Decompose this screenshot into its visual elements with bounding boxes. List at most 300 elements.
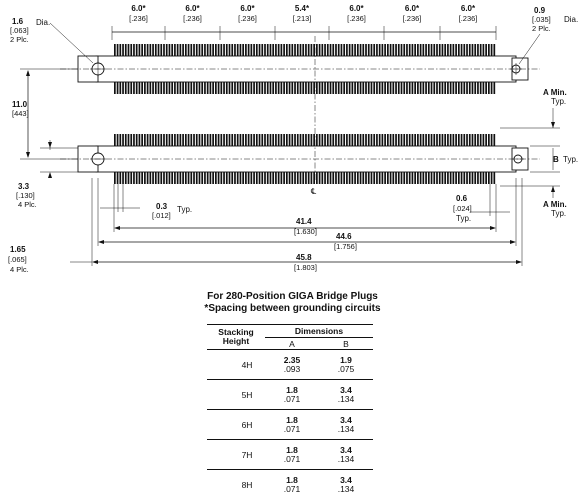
contact-pin <box>384 44 386 56</box>
contact-pin <box>166 44 168 56</box>
contact-pin <box>188 44 190 56</box>
contact-pin <box>485 82 487 94</box>
contact-pin <box>319 44 321 56</box>
svg-text:Typ.: Typ. <box>563 155 579 164</box>
contact-pin <box>453 172 455 184</box>
contact-pin <box>177 82 179 94</box>
contact-pin <box>270 82 272 94</box>
contact-pin <box>313 172 315 184</box>
contact-pin <box>382 134 384 146</box>
contact-pin <box>152 44 154 56</box>
contact-pin <box>321 134 323 146</box>
contact-pin <box>251 44 253 56</box>
contact-pin <box>433 44 435 56</box>
contact-pin <box>488 172 490 184</box>
contact-pin <box>371 82 373 94</box>
contact-pin <box>289 44 291 56</box>
contact-pin <box>141 44 143 56</box>
contact-pin <box>406 134 408 146</box>
contact-pin <box>485 172 487 184</box>
contact-pin <box>305 172 307 184</box>
contact-pin <box>403 44 405 56</box>
contact-pin <box>305 134 307 146</box>
contact-pin <box>125 44 127 56</box>
contact-pin <box>376 44 378 56</box>
contact-pin <box>466 82 468 94</box>
contact-pin <box>463 172 465 184</box>
contact-pin <box>453 44 455 56</box>
contact-pin <box>114 82 116 94</box>
contact-pin <box>447 44 449 56</box>
contact-pin <box>297 44 299 56</box>
svg-text:[.024]: [.024] <box>453 204 472 213</box>
contact-pin <box>302 44 304 56</box>
contact-pin <box>242 172 244 184</box>
svg-text:Dia.: Dia. <box>564 15 579 24</box>
contact-pin <box>466 134 468 146</box>
contact-pin <box>207 82 209 94</box>
contact-pin <box>155 172 157 184</box>
contact-pin <box>447 172 449 184</box>
contact-pin <box>272 172 274 184</box>
table-header-b: B <box>343 338 349 349</box>
contact-pin <box>354 134 356 146</box>
contact-pin <box>450 44 452 56</box>
contact-pin <box>436 82 438 94</box>
contact-pin <box>267 82 269 94</box>
pitch-label-mm: 5.4* <box>294 4 310 13</box>
contact-pin <box>431 134 433 146</box>
contact-pin <box>412 172 414 184</box>
contact-pin <box>272 44 274 56</box>
contact-pin <box>360 172 362 184</box>
svg-text:4 Plc.: 4 Plc. <box>10 265 29 274</box>
contact-pin <box>414 134 416 146</box>
contact-pin <box>319 172 321 184</box>
contact-pin <box>223 44 225 56</box>
contact-pin <box>152 82 154 94</box>
contact-pin <box>245 44 247 56</box>
contact-pin <box>319 134 321 146</box>
contact-pin <box>223 172 225 184</box>
contact-pin <box>169 44 171 56</box>
contact-pin <box>152 172 154 184</box>
contact-pin <box>267 134 269 146</box>
contact-pin <box>412 44 414 56</box>
contact-pin <box>229 44 231 56</box>
contact-pin <box>321 82 323 94</box>
contact-pin <box>251 82 253 94</box>
contact-pin <box>223 82 225 94</box>
contact-pin <box>461 44 463 56</box>
contact-pin <box>343 172 345 184</box>
contact-pin <box>163 82 165 94</box>
contact-pin <box>409 172 411 184</box>
contact-pin <box>125 134 127 146</box>
table-header-dimensions: Dimensions <box>265 325 373 338</box>
contact-pin <box>281 134 283 146</box>
contact-pin <box>237 172 239 184</box>
contact-pin <box>398 82 400 94</box>
contact-pin <box>122 44 124 56</box>
contact-pin <box>256 134 258 146</box>
contact-pin <box>302 172 304 184</box>
contact-pin <box>316 82 318 94</box>
contact-pin <box>147 82 149 94</box>
contact-pin <box>130 44 132 56</box>
contact-pin <box>469 172 471 184</box>
contact-pin <box>469 134 471 146</box>
contact-pin <box>215 82 217 94</box>
contact-pin <box>261 44 263 56</box>
contact-pin <box>149 82 151 94</box>
contact-pin <box>461 82 463 94</box>
contact-pin <box>431 172 433 184</box>
svg-text:0.6: 0.6 <box>456 194 468 203</box>
contact-pin <box>395 134 397 146</box>
contact-pin <box>436 44 438 56</box>
dimension-a-cell: 1.8 .071 <box>265 440 319 470</box>
contact-pin <box>338 172 340 184</box>
contact-pin <box>371 134 373 146</box>
svg-text:[.065]: [.065] <box>8 255 27 264</box>
table-row <box>207 410 373 440</box>
contact-pin <box>365 172 367 184</box>
pin-row <box>114 172 495 184</box>
contact-pin <box>133 134 135 146</box>
contact-pin <box>477 134 479 146</box>
contact-pin <box>480 172 482 184</box>
contact-pin <box>409 82 411 94</box>
contact-pin <box>330 134 332 146</box>
contact-pin <box>215 134 217 146</box>
pitch-label-inch: [.236] <box>129 14 148 23</box>
svg-text:Typ.: Typ. <box>551 209 567 218</box>
contact-pin <box>357 82 359 94</box>
contact-pin <box>417 82 419 94</box>
contact-pin <box>387 44 389 56</box>
contact-pin <box>472 134 474 146</box>
contact-pin <box>182 82 184 94</box>
contact-pin <box>439 134 441 146</box>
contact-pin <box>387 82 389 94</box>
dimension-a-cell: 2.35 .093 <box>265 350 319 380</box>
dimension-b-cell: 3.4 .134 <box>319 410 373 440</box>
contact-pin <box>234 172 236 184</box>
contact-pin <box>234 44 236 56</box>
contact-pin <box>455 134 457 146</box>
contact-pin <box>207 134 209 146</box>
contact-pin <box>182 44 184 56</box>
contact-pin <box>190 82 192 94</box>
contact-pin <box>341 82 343 94</box>
stacking-height-cell: 8H <box>207 470 265 500</box>
contact-pin <box>275 82 277 94</box>
contact-pin <box>447 134 449 146</box>
contact-pin <box>341 134 343 146</box>
contact-pin <box>128 134 130 146</box>
contact-pin <box>248 82 250 94</box>
contact-pin <box>201 82 203 94</box>
contact-pin <box>436 172 438 184</box>
caption-note: *Spacing between grounding circuits <box>204 303 381 314</box>
hole-callout-right <box>519 6 578 64</box>
contact-pin <box>119 172 121 184</box>
contact-pin <box>231 172 233 184</box>
contact-pin <box>330 172 332 184</box>
contact-pin <box>376 82 378 94</box>
contact-pin <box>182 172 184 184</box>
contact-pin <box>130 134 132 146</box>
contact-pin <box>289 134 291 146</box>
contact-pin <box>324 134 326 146</box>
contact-pin <box>343 134 345 146</box>
contact-pin <box>223 134 225 146</box>
dimension-b-cell: 3.4 .134 <box>319 440 373 470</box>
contact-pin <box>341 44 343 56</box>
contact-pin <box>403 172 405 184</box>
contact-pin <box>185 82 187 94</box>
contact-pin <box>275 172 277 184</box>
contact-pin <box>354 82 356 94</box>
pitch-label-mm: 6.0* <box>349 4 364 13</box>
svg-text:41.4: 41.4 <box>296 217 312 226</box>
contact-pin <box>152 134 154 146</box>
contact-pin <box>130 82 132 94</box>
contact-pin <box>453 134 455 146</box>
pin-gap-dimension <box>453 184 510 223</box>
stacking-height-cell: 6H <box>207 410 265 440</box>
contact-pin <box>485 44 487 56</box>
contact-pin <box>210 44 212 56</box>
contact-pin <box>357 44 359 56</box>
contact-pin <box>201 172 203 184</box>
contact-pin <box>488 134 490 146</box>
contact-pin <box>480 134 482 146</box>
contact-pin <box>305 82 307 94</box>
contact-pin <box>259 172 261 184</box>
contact-pin <box>117 172 119 184</box>
contact-pin <box>384 82 386 94</box>
contact-pin <box>387 172 389 184</box>
contact-pin <box>278 82 280 94</box>
contact-pin <box>199 134 201 146</box>
contact-pin <box>259 82 261 94</box>
contact-pin <box>491 82 493 94</box>
contact-pin <box>253 82 255 94</box>
contact-pin <box>321 44 323 56</box>
svg-text:[.130]: [.130] <box>16 191 35 200</box>
contact-pin <box>321 172 323 184</box>
contact-pin <box>343 82 345 94</box>
contact-pin <box>147 44 149 56</box>
contact-pin <box>365 44 367 56</box>
stacking-height-cell: 7H <box>207 440 265 470</box>
contact-pin <box>264 44 266 56</box>
contact-pin <box>158 82 160 94</box>
contact-pin <box>442 82 444 94</box>
contact-pin <box>163 134 165 146</box>
contact-pin <box>240 44 242 56</box>
contact-pin <box>278 134 280 146</box>
contact-pin <box>439 82 441 94</box>
contact-pin <box>392 134 394 146</box>
contact-pin <box>319 82 321 94</box>
contact-pin <box>196 82 198 94</box>
contact-pin <box>330 82 332 94</box>
contact-pin <box>327 44 329 56</box>
contact-pin <box>403 82 405 94</box>
contact-pin <box>188 82 190 94</box>
dimension-b-cell: 3.4 .134 <box>319 380 373 410</box>
contact-pin <box>431 82 433 94</box>
contact-pin <box>382 82 384 94</box>
contact-pin <box>264 134 266 146</box>
contact-pin <box>308 172 310 184</box>
contact-pin <box>398 44 400 56</box>
contact-pin <box>392 172 394 184</box>
contact-pin <box>300 134 302 146</box>
offset-dimension-left <box>16 140 78 209</box>
svg-text:0.9: 0.9 <box>534 6 546 15</box>
contact-pin <box>128 172 130 184</box>
contact-pin <box>442 172 444 184</box>
contact-pin <box>316 172 318 184</box>
table-row <box>207 470 373 500</box>
svg-text:1.65: 1.65 <box>10 245 26 254</box>
contact-pin <box>294 82 296 94</box>
contact-pin <box>354 172 356 184</box>
contact-pin <box>425 44 427 56</box>
contact-pin <box>311 82 313 94</box>
contact-pin <box>220 44 222 56</box>
contact-pin <box>237 134 239 146</box>
contact-pin <box>226 44 228 56</box>
contact-pin <box>291 44 293 56</box>
contact-pin <box>357 172 359 184</box>
contact-pin <box>226 82 228 94</box>
contact-pin <box>458 44 460 56</box>
contact-pin <box>431 44 433 56</box>
contact-pin <box>444 82 446 94</box>
contact-pin <box>376 134 378 146</box>
contact-pin <box>256 172 258 184</box>
contact-pin <box>190 172 192 184</box>
contact-pin <box>248 134 250 146</box>
span-dimension-41 <box>114 184 496 236</box>
contact-pin <box>352 44 354 56</box>
pitch-label-inch: [.236] <box>458 14 478 23</box>
contact-pin <box>373 82 375 94</box>
contact-pin <box>362 44 364 56</box>
contact-pin <box>335 82 337 94</box>
contact-pin <box>392 82 394 94</box>
contact-pin <box>171 44 173 56</box>
contact-pin <box>136 172 138 184</box>
contact-pin <box>163 44 165 56</box>
contact-pin <box>207 44 209 56</box>
contact-pin <box>169 172 171 184</box>
contact-pin <box>485 134 487 146</box>
contact-pin <box>193 134 195 146</box>
contact-pin <box>414 44 416 56</box>
contact-pin <box>422 44 424 56</box>
contact-pin <box>297 172 299 184</box>
contact-pin <box>444 134 446 146</box>
contact-pin <box>160 44 162 56</box>
contact-pin <box>133 172 135 184</box>
contact-pin <box>234 134 236 146</box>
contact-pin <box>368 82 370 94</box>
contact-pin <box>474 44 476 56</box>
contact-pin <box>412 134 414 146</box>
pitch-label-mm: 6.0* <box>185 4 200 13</box>
contact-pin <box>283 134 285 146</box>
contact-pin <box>379 44 381 56</box>
contact-pin <box>406 82 408 94</box>
contact-pin <box>160 134 162 146</box>
contact-pin <box>491 44 493 56</box>
contact-pin <box>291 134 293 146</box>
contact-pin <box>313 82 315 94</box>
contact-pin <box>472 82 474 94</box>
contact-pin <box>474 82 476 94</box>
contact-pin <box>447 82 449 94</box>
contact-pin <box>327 82 329 94</box>
contact-pin <box>401 172 403 184</box>
contact-pin <box>291 172 293 184</box>
pitch-label-inch: [.236] <box>402 14 422 23</box>
contact-pin <box>144 134 146 146</box>
contact-pin <box>166 172 168 184</box>
contact-pin <box>390 44 392 56</box>
svg-text:[1.803]: [1.803] <box>294 263 317 272</box>
contact-pin <box>275 44 277 56</box>
contact-pin <box>133 82 135 94</box>
contact-pin <box>360 44 362 56</box>
contact-pin <box>395 44 397 56</box>
pitch-label-inch: [.236] <box>347 14 366 23</box>
contact-pin <box>477 44 479 56</box>
contact-pin <box>171 172 173 184</box>
contact-pin <box>226 134 228 146</box>
svg-text:2 Plc.: 2 Plc. <box>10 35 29 44</box>
contact-pin <box>158 172 160 184</box>
contact-pin <box>283 172 285 184</box>
svg-text:[443]: [443] <box>12 109 29 118</box>
dimension-a-cell: 1.8 .071 <box>265 380 319 410</box>
contact-pin <box>149 44 151 56</box>
contact-pin <box>114 134 116 146</box>
contact-pin <box>346 44 348 56</box>
contact-pin <box>245 134 247 146</box>
contact-pin <box>346 134 348 146</box>
svg-text:A Min.: A Min. <box>543 200 567 209</box>
contact-pin <box>204 172 206 184</box>
contact-pin <box>185 44 187 56</box>
table-row <box>207 380 373 410</box>
contact-pin <box>119 44 121 56</box>
contact-pin <box>210 172 212 184</box>
contact-pin <box>240 172 242 184</box>
contact-pin <box>204 44 206 56</box>
contact-pin <box>283 44 285 56</box>
contact-pin <box>368 134 370 146</box>
contact-pin <box>332 172 334 184</box>
contact-pin <box>349 172 351 184</box>
contact-pin <box>406 172 408 184</box>
contact-pin <box>360 82 362 94</box>
